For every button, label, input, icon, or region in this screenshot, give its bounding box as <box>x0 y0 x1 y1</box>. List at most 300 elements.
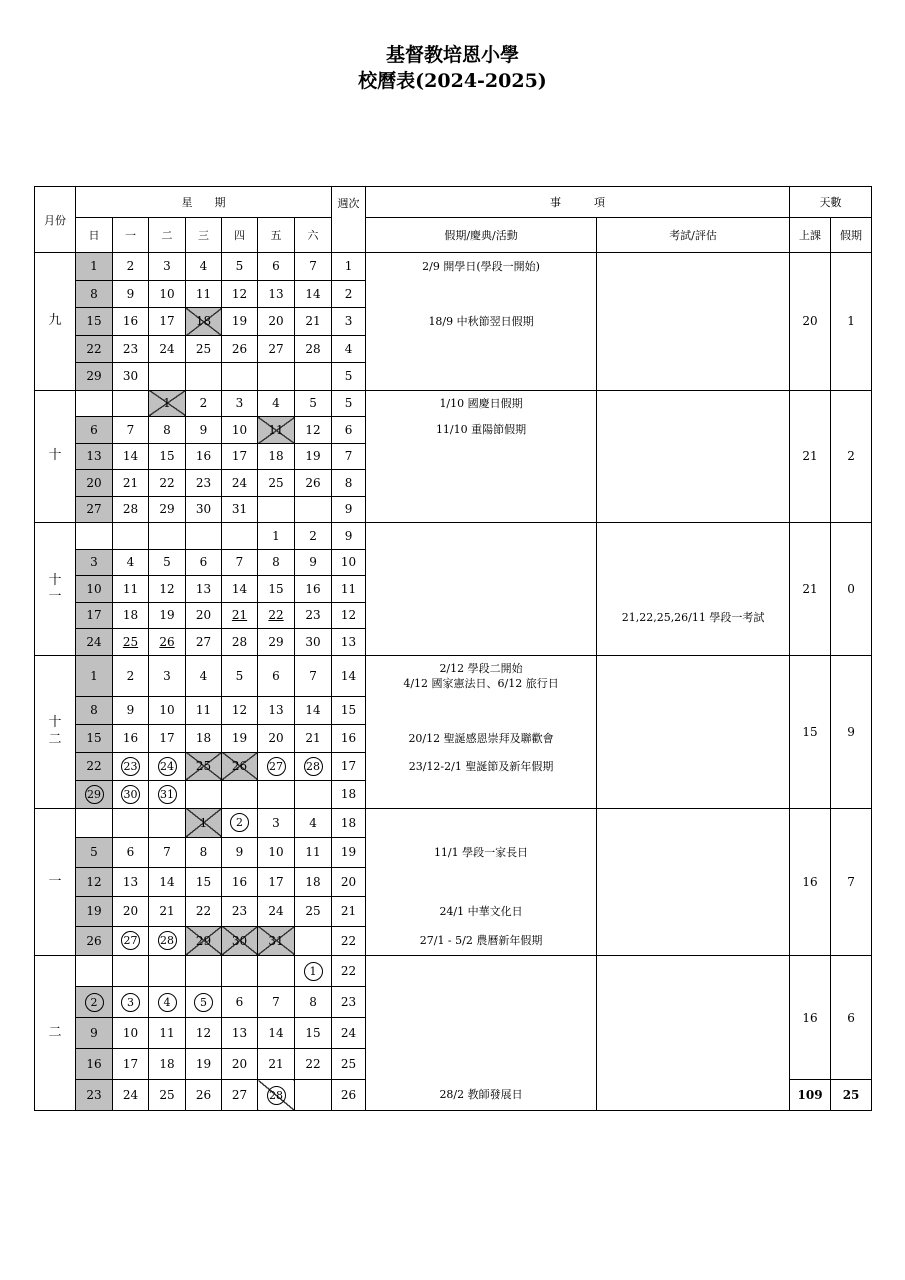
day-cell: 27 <box>186 629 222 656</box>
day-cell: 23 <box>113 335 149 363</box>
event-text: 11/1 學段一家長日 <box>366 838 597 868</box>
day-cell: 15 <box>76 308 113 336</box>
day-cell: 7 <box>222 549 258 576</box>
circled-day: 24 <box>158 757 177 776</box>
week-number: 11 <box>332 576 366 603</box>
day-cell: 6 <box>76 417 113 444</box>
day-cell: 15 <box>295 1018 332 1049</box>
day-cell: 25 <box>258 470 295 497</box>
week-number: 16 <box>332 724 366 752</box>
event-text <box>366 549 597 576</box>
holiday-days-count: 2 <box>831 390 872 523</box>
day-cell: 30 <box>113 363 149 391</box>
day-cell: 12 <box>149 576 186 603</box>
week-number: 20 <box>332 867 366 897</box>
day-cell: 30 <box>222 926 258 956</box>
day-cell: 23 <box>76 1080 113 1111</box>
day-cell: 30 <box>295 629 332 656</box>
weekday-header: 日 <box>76 218 113 253</box>
week-number: 8 <box>332 470 366 497</box>
day-cell: 14 <box>295 280 332 308</box>
day-cell: 2 <box>113 655 149 696</box>
event-text <box>366 655 597 696</box>
event-line: 2/12 學段二開始 <box>439 661 523 675</box>
day-cell: 13 <box>76 443 113 470</box>
day-cell <box>76 987 113 1018</box>
day-cell: 24 <box>222 470 258 497</box>
week-number: 3 <box>332 308 366 336</box>
event-text: 11/10 重陽節假期 <box>366 417 597 444</box>
week-number: 22 <box>332 956 366 987</box>
day-cell: 21 <box>258 1049 295 1080</box>
exams-column-header: 考試/評估 <box>597 218 790 253</box>
week-number: 19 <box>332 838 366 868</box>
day-cell: 16 <box>186 443 222 470</box>
day-cell: 29 <box>186 926 222 956</box>
day-cell <box>258 752 295 780</box>
day-cell: 14 <box>149 867 186 897</box>
day-cell: 5 <box>295 390 332 417</box>
day-cell: 29 <box>258 629 295 656</box>
day-cell: 13 <box>222 1018 258 1049</box>
day-cell: 24 <box>149 335 186 363</box>
day-cell: 20 <box>113 897 149 927</box>
day-cell: 18 <box>186 724 222 752</box>
day-cell: 3 <box>258 808 295 838</box>
school-days-count: 15 <box>790 655 831 808</box>
day-cell: 16 <box>76 1049 113 1080</box>
day-cell <box>113 780 149 808</box>
day-cell <box>258 363 295 391</box>
month-text: 一 <box>48 873 62 889</box>
underlined-day: 22 <box>268 608 284 623</box>
event-text <box>366 1018 597 1049</box>
exam-cell <box>597 808 790 956</box>
circled-day: 28 <box>267 1086 286 1105</box>
day-cell: 10 <box>149 280 186 308</box>
day-cell: 27 <box>258 335 295 363</box>
day-cell: 27 <box>222 1080 258 1111</box>
exam-text: 21,22,25,26/11 學段一考試 <box>621 610 765 624</box>
day-cell <box>222 523 258 550</box>
school-days-count: 16 <box>790 956 831 1080</box>
day-cell: 2 <box>295 523 332 550</box>
day-cell <box>222 956 258 987</box>
day-cell <box>186 987 222 1018</box>
day-cell <box>113 956 149 987</box>
day-cell: 22 <box>149 470 186 497</box>
day-cell: 13 <box>186 576 222 603</box>
month-label <box>35 523 76 656</box>
day-cell: 22 <box>295 1049 332 1080</box>
total-holiday-days: 25 <box>831 1080 872 1111</box>
week-number: 15 <box>332 696 366 724</box>
circled-day: 27 <box>267 757 286 776</box>
day-cell: 18 <box>295 867 332 897</box>
event-text <box>366 629 597 656</box>
day-cell: 8 <box>258 549 295 576</box>
day-cell <box>222 808 258 838</box>
month-text: 九 <box>48 313 62 329</box>
day-cell <box>295 1080 332 1111</box>
day-cell <box>149 956 186 987</box>
event-text <box>366 443 597 470</box>
week-number: 7 <box>332 443 366 470</box>
day-cell <box>113 629 149 656</box>
holiday-days-count: 0 <box>831 523 872 656</box>
day-cell: 6 <box>222 987 258 1018</box>
day-cell: 7 <box>295 655 332 696</box>
day-cell: 23 <box>295 602 332 629</box>
month-label <box>35 655 76 808</box>
day-cell: 19 <box>295 443 332 470</box>
day-cell <box>258 1080 295 1111</box>
day-cell: 13 <box>113 867 149 897</box>
event-text <box>366 780 597 808</box>
weekday-header: 五 <box>258 218 295 253</box>
day-cell <box>258 780 295 808</box>
day-cell: 1 <box>258 523 295 550</box>
school-days-count: 21 <box>790 390 831 523</box>
day-cell <box>186 780 222 808</box>
day-cell <box>113 523 149 550</box>
day-cell: 4 <box>186 655 222 696</box>
week-number: 14 <box>332 655 366 696</box>
school-days-count: 21 <box>790 523 831 656</box>
day-cell: 3 <box>149 655 186 696</box>
exam-cell <box>597 523 790 656</box>
day-cell: 20 <box>76 470 113 497</box>
day-cell: 15 <box>186 867 222 897</box>
day-cell: 8 <box>76 696 113 724</box>
week-number: 4 <box>332 335 366 363</box>
event-text: 20/12 聖誕感恩崇拜及聯歡會 <box>366 724 597 752</box>
day-cell: 18 <box>149 1049 186 1080</box>
day-cell: 19 <box>222 724 258 752</box>
day-cell: 26 <box>222 335 258 363</box>
week-number: 21 <box>332 897 366 927</box>
matters-header: 事 項 <box>366 187 790 218</box>
event-text: 23/12-2/1 聖誕節及新年假期 <box>366 752 597 780</box>
day-cell: 11 <box>186 280 222 308</box>
day-cell <box>76 808 113 838</box>
day-cell: 24 <box>76 629 113 656</box>
day-cell <box>295 496 332 523</box>
day-cell: 23 <box>222 897 258 927</box>
day-cell: 21 <box>149 897 186 927</box>
event-text <box>366 523 597 550</box>
month-text: 十 <box>48 448 62 464</box>
day-cell: 10 <box>149 696 186 724</box>
day-cell: 7 <box>258 987 295 1018</box>
day-cell: 18 <box>186 308 222 336</box>
school-calendar-table <box>34 186 872 1111</box>
day-cell: 6 <box>186 549 222 576</box>
week-number: 5 <box>332 390 366 417</box>
week-number: 5 <box>332 363 366 391</box>
day-cell: 20 <box>222 1049 258 1080</box>
day-cell <box>222 780 258 808</box>
event-text <box>366 576 597 603</box>
day-cell: 1 <box>186 808 222 838</box>
holidays-column-header: 假期/慶典/活動 <box>366 218 597 253</box>
day-cell: 4 <box>186 253 222 281</box>
week-number: 6 <box>332 417 366 444</box>
exam-cell <box>597 390 790 523</box>
day-cell: 22 <box>186 897 222 927</box>
event-text: 27/1 - 5/2 農曆新年假期 <box>366 926 597 956</box>
day-cell: 21 <box>113 470 149 497</box>
day-cell: 17 <box>222 443 258 470</box>
day-cell: 1 <box>76 655 113 696</box>
day-cell: 25 <box>186 335 222 363</box>
holiday-days-count: 6 <box>831 956 872 1080</box>
day-cell: 11 <box>295 838 332 868</box>
school-name: 基督教培恩小學 <box>385 44 519 66</box>
day-cell: 3 <box>76 549 113 576</box>
day-cell <box>149 780 186 808</box>
day-cell <box>258 956 295 987</box>
event-text <box>366 602 597 629</box>
circled-day: 28 <box>304 757 323 776</box>
day-cell: 10 <box>113 1018 149 1049</box>
day-cell <box>186 956 222 987</box>
holiday-days-count: 9 <box>831 655 872 808</box>
day-cell: 31 <box>258 926 295 956</box>
week-row <box>35 523 872 550</box>
day-cell: 6 <box>258 253 295 281</box>
month-header: 月份 <box>35 187 76 253</box>
day-cell: 15 <box>76 724 113 752</box>
day-cell: 16 <box>295 576 332 603</box>
week-number: 2 <box>332 280 366 308</box>
day-cell: 2 <box>186 390 222 417</box>
circled-day: 3 <box>121 993 140 1012</box>
weekday-header: 四 <box>222 218 258 253</box>
week-number: 13 <box>332 629 366 656</box>
event-text <box>366 280 597 308</box>
school-days-count: 20 <box>790 253 831 391</box>
underlined-day: 21 <box>231 608 248 623</box>
day-cell: 12 <box>76 867 113 897</box>
day-cell: 15 <box>258 576 295 603</box>
day-cell: 12 <box>222 280 258 308</box>
month-label <box>35 253 76 391</box>
total-school-days: 109 <box>790 1080 831 1111</box>
circled-day: 2 <box>85 993 104 1012</box>
day-cell: 26 <box>186 1080 222 1111</box>
month-text: 十二 <box>48 715 62 747</box>
day-cell: 17 <box>113 1049 149 1080</box>
event-text: 1/10 國慶日假期 <box>366 390 597 417</box>
day-cell: 5 <box>222 253 258 281</box>
day-cell: 17 <box>76 602 113 629</box>
underlined-day: 26 <box>159 634 175 649</box>
day-cell: 31 <box>222 496 258 523</box>
event-text <box>366 1049 597 1080</box>
holiday-days-count: 7 <box>831 808 872 956</box>
day-cell: 22 <box>76 335 113 363</box>
underlined-day: 25 <box>122 634 139 649</box>
week-number: 23 <box>332 987 366 1018</box>
circled-day: 2 <box>230 813 249 832</box>
day-cell: 12 <box>186 1018 222 1049</box>
day-cell: 28 <box>222 629 258 656</box>
event-text: 18/9 中秋節翌日假期 <box>366 308 597 336</box>
calendar-title: 校曆表(2024-2025) <box>358 70 547 92</box>
day-cell: 9 <box>295 549 332 576</box>
day-cell: 17 <box>149 308 186 336</box>
event-text <box>366 363 597 391</box>
week-row <box>35 956 872 987</box>
day-cell <box>149 987 186 1018</box>
event-line: 4/12 國家憲法日、6/12 旅行日 <box>403 676 559 690</box>
day-cell: 19 <box>222 308 258 336</box>
week-number: 24 <box>332 1018 366 1049</box>
day-cell <box>295 926 332 956</box>
day-cell: 30 <box>186 496 222 523</box>
week-number: 12 <box>332 602 366 629</box>
week-number: 25 <box>332 1049 366 1080</box>
day-cell: 19 <box>76 897 113 927</box>
week-number: 18 <box>332 808 366 838</box>
day-cell: 5 <box>149 549 186 576</box>
day-cell: 22 <box>76 752 113 780</box>
day-cell: 8 <box>295 987 332 1018</box>
day-cell: 13 <box>258 280 295 308</box>
days-header: 天數 <box>790 187 872 218</box>
day-cell: 20 <box>258 308 295 336</box>
week-number: 10 <box>332 549 366 576</box>
day-cell: 9 <box>186 417 222 444</box>
circled-day: 30 <box>121 785 140 804</box>
weekday-header: 一 <box>113 218 149 253</box>
day-cell <box>222 363 258 391</box>
day-cell: 25 <box>295 897 332 927</box>
month-label <box>35 956 76 1111</box>
day-cell: 20 <box>258 724 295 752</box>
weekday-header: 六 <box>295 218 332 253</box>
week-row <box>35 808 872 838</box>
day-cell: 14 <box>113 443 149 470</box>
day-cell: 11 <box>258 417 295 444</box>
day-cell: 17 <box>149 724 186 752</box>
day-cell: 28 <box>113 496 149 523</box>
day-cell: 5 <box>222 655 258 696</box>
day-cell: 26 <box>222 752 258 780</box>
circled-day: 5 <box>194 993 213 1012</box>
day-cell: 12 <box>222 696 258 724</box>
day-cell: 11 <box>113 576 149 603</box>
day-cell: 15 <box>149 443 186 470</box>
day-cell <box>295 752 332 780</box>
day-cell: 16 <box>113 724 149 752</box>
circled-day: 27 <box>121 931 140 950</box>
day-cell: 9 <box>113 696 149 724</box>
day-cell: 21 <box>295 308 332 336</box>
day-cell: 21 <box>295 724 332 752</box>
event-text <box>366 808 597 838</box>
day-cell: 9 <box>113 280 149 308</box>
weekday-group-header: 星 期 <box>76 187 332 218</box>
day-cell <box>76 780 113 808</box>
month-text: 十一 <box>48 572 62 604</box>
day-cell: 19 <box>186 1049 222 1080</box>
day-cell: 3 <box>149 253 186 281</box>
day-cell: 26 <box>295 470 332 497</box>
day-cell: 10 <box>258 838 295 868</box>
week-row <box>35 655 872 696</box>
day-cell <box>113 390 149 417</box>
week-number: 26 <box>332 1080 366 1111</box>
day-cell: 6 <box>113 838 149 868</box>
day-cell <box>149 523 186 550</box>
day-cell: 1 <box>149 390 186 417</box>
event-text <box>366 956 597 987</box>
day-cell: 4 <box>258 390 295 417</box>
month-label <box>35 808 76 956</box>
day-cell: 9 <box>222 838 258 868</box>
circled-day: 4 <box>158 993 177 1012</box>
day-cell: 13 <box>258 696 295 724</box>
event-text <box>366 987 597 1018</box>
exam-cell <box>597 253 790 391</box>
day-cell <box>149 808 186 838</box>
day-cell: 8 <box>186 838 222 868</box>
day-cell: 29 <box>76 363 113 391</box>
day-cell: 24 <box>258 897 295 927</box>
day-cell <box>113 926 149 956</box>
circled-day: 29 <box>85 785 104 804</box>
day-cell: 6 <box>258 655 295 696</box>
event-text: 28/2 教師發展日 <box>366 1080 597 1111</box>
day-cell: 16 <box>222 867 258 897</box>
day-cell <box>222 602 258 629</box>
day-cell <box>149 926 186 956</box>
day-cell: 25 <box>186 752 222 780</box>
day-cell <box>295 363 332 391</box>
day-cell <box>149 752 186 780</box>
day-cell: 8 <box>76 280 113 308</box>
day-cell: 16 <box>113 308 149 336</box>
day-cell <box>295 780 332 808</box>
school-days-header: 上課 <box>790 218 831 253</box>
week-number: 9 <box>332 523 366 550</box>
day-cell: 19 <box>149 602 186 629</box>
day-cell: 7 <box>295 253 332 281</box>
weekday-header: 三 <box>186 218 222 253</box>
event-text: 24/1 中華文化日 <box>366 897 597 927</box>
month-label <box>35 390 76 523</box>
day-cell: 23 <box>186 470 222 497</box>
day-cell <box>186 363 222 391</box>
day-cell: 7 <box>113 417 149 444</box>
day-cell <box>149 629 186 656</box>
day-cell: 24 <box>113 1080 149 1111</box>
event-text: 2/9 開學日(學段一開始) <box>366 253 597 281</box>
day-cell: 12 <box>295 417 332 444</box>
week-row <box>35 253 872 281</box>
day-cell: 14 <box>258 1018 295 1049</box>
day-cell <box>295 956 332 987</box>
week-row <box>35 390 872 417</box>
day-cell: 3 <box>222 390 258 417</box>
day-cell <box>186 523 222 550</box>
day-cell: 7 <box>149 838 186 868</box>
day-cell <box>76 956 113 987</box>
event-text <box>366 335 597 363</box>
day-cell <box>149 363 186 391</box>
